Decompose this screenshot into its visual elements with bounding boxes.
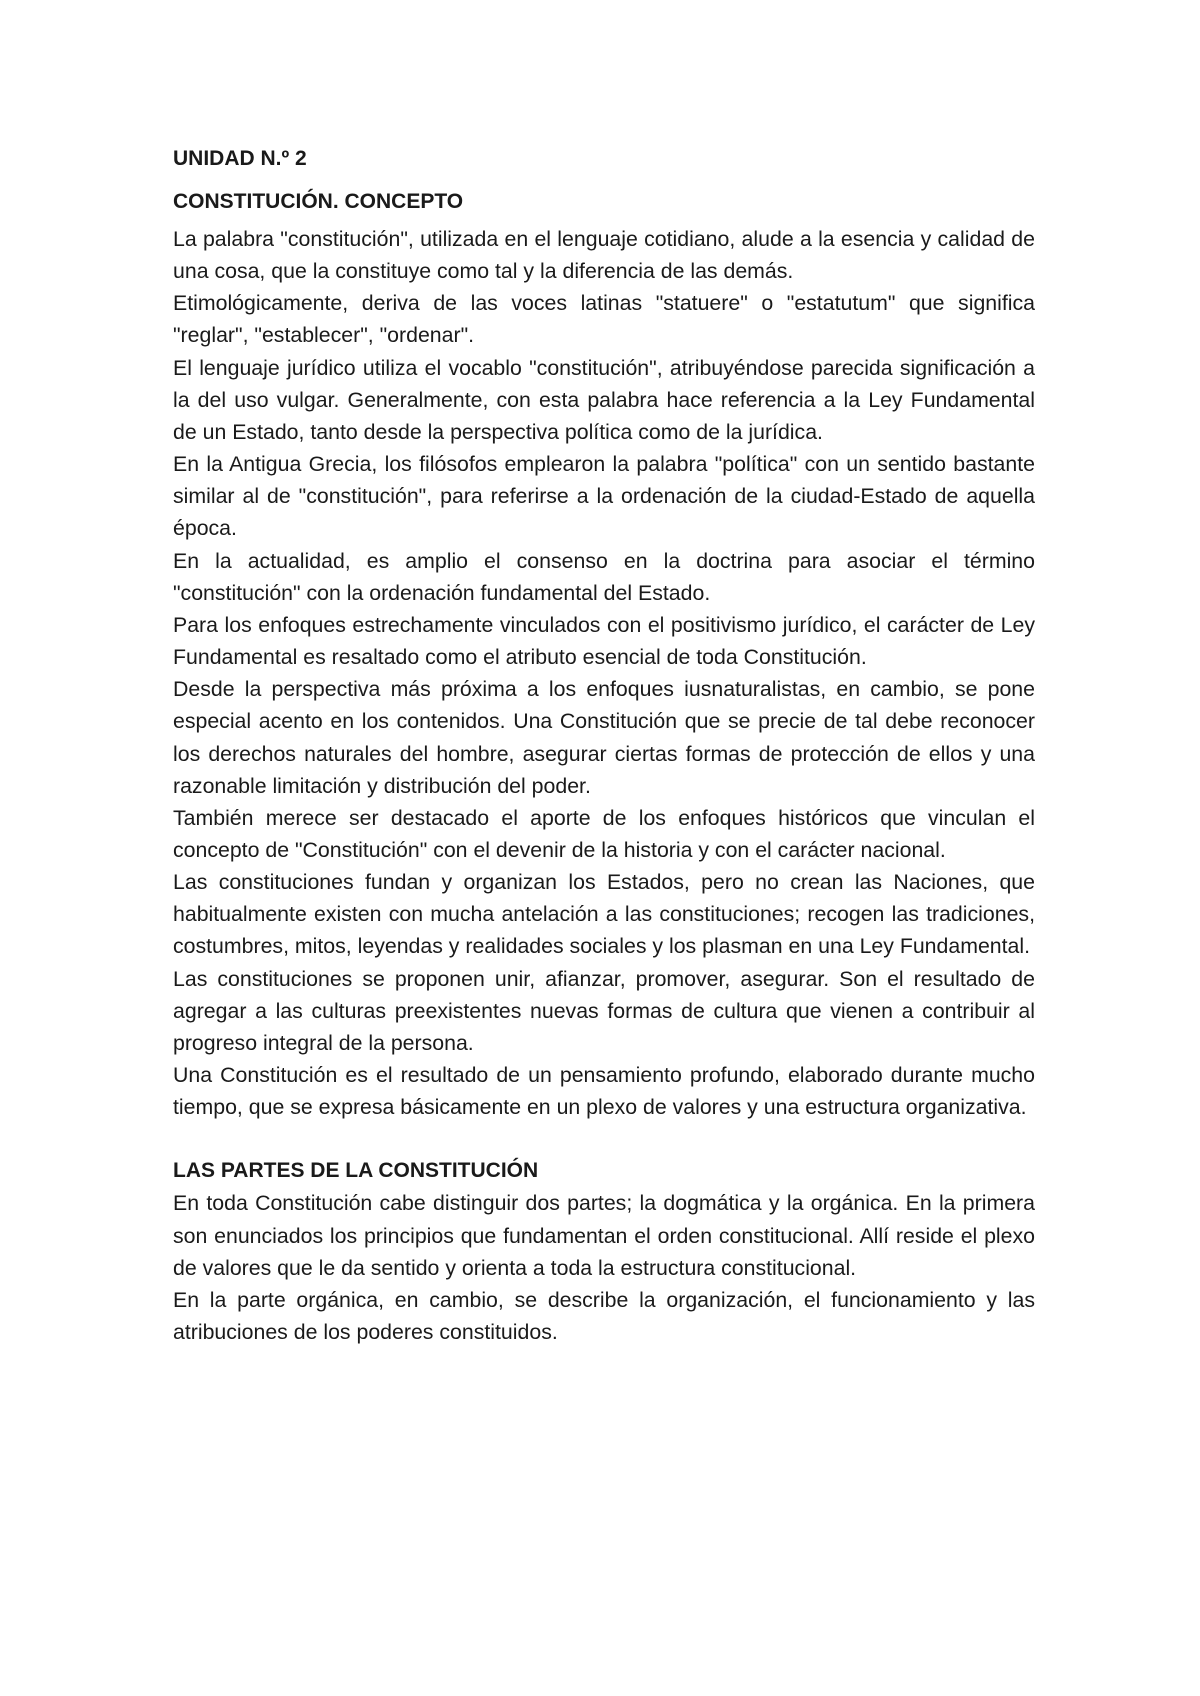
section-partes-body: [173, 1187, 1035, 1348]
paragraph: También merece ser destacado el aporte de los enfoques históricos que vinculan el concepto de "Constitución" con el devenir de la historia y con el carácter nacional.: [173, 805, 1035, 862]
paragraph: Una Constitución es el resultado de un pensamiento profundo, elaborado durante mucho tiempo, que se expresa básicamente en un plexo de valores y una estructura organizativa.: [173, 1063, 1035, 1120]
document-page: [173, 143, 1035, 1348]
paragraph: El lenguaje jurídico utiliza el vocablo "constitución", atribuyéndose parecida significación a la del uso vulgar. Generalmente, con esta palabra hace referencia a la Ley Fundamental de un Estado, tanto desde la perspectiva política como de la jurídica.: [173, 355, 1035, 444]
section-title-partes: LAS PARTES DE LA CONSTITUCIÓN: [173, 1159, 539, 1183]
paragraph: La palabra "constitución", utilizada en el lenguaje cotidiano, alude a la esencia y calidad de una cosa, que la constituye como tal y la diferencia de las demás.: [173, 227, 1035, 284]
paragraph: En la actualidad, es amplio el consenso en la doctrina para asociar el término "constitución" con la ordenación fundamental del Estado.: [173, 548, 1035, 605]
paragraph: Las constituciones se proponen unir, afianzar, promover, asegurar. Son el resultado de agregar a las culturas preexistentes nuevas formas de cultura que vienen a contribuir al progreso integral de la persona.: [173, 966, 1035, 1055]
unit-title: UNIDAD N.º 2: [173, 147, 307, 170]
paragraph: En la parte orgánica, en cambio, se describe la organización, el funcionamiento y las atribuciones de los poderes constituidos.: [173, 1287, 1035, 1344]
paragraph: Desde la perspectiva más próxima a los enfoques iusnaturalistas, en cambio, se pone especial acento en los contenidos. Una Constitución que se precie de tal debe reconocer los derechos naturales del hombre, asegurar ciertas formas de protección de ellos y una razonable limitación y distribución del poder.: [173, 677, 1035, 798]
paragraph: Las constituciones fundan y organizan los Estados, pero no crean las Naciones, que habitualmente existen con mucha antelación a las constituciones; recogen las tradiciones, costumbres, mitos, leyendas y realidades sociales y los plasman en una Ley Fundamental.: [173, 870, 1035, 959]
paragraph: Etimológicamente, deriva de las voces latinas "statuere" o "estatutum" que significa "reglar", "establecer", "ordenar".: [173, 291, 1035, 348]
section-title-concepto: CONSTITUCIÓN. CONCEPTO: [173, 190, 464, 213]
paragraph: En la Antigua Grecia, los filósofos emplearon la palabra "política" con un sentido bastante similar al de "constitución", para referirse a la ordenación de la ciudad-Estado de aquella época.: [173, 452, 1035, 541]
section-concepto-body: [173, 223, 1035, 1123]
paragraph: En toda Constitución cabe distinguir dos partes; la dogmática y la orgánica. En la primera son enunciados los principios que fundamentan el orden constitucional. Allí reside el plexo de valores que le da sentido y orienta a toda la estructura constitucional.: [173, 1191, 1035, 1280]
paragraph: Para los enfoques estrechamente vinculados con el positivismo jurídico, el carácter de Ley Fundamental es resaltado como el atributo esencial de toda Constitución.: [173, 612, 1035, 670]
